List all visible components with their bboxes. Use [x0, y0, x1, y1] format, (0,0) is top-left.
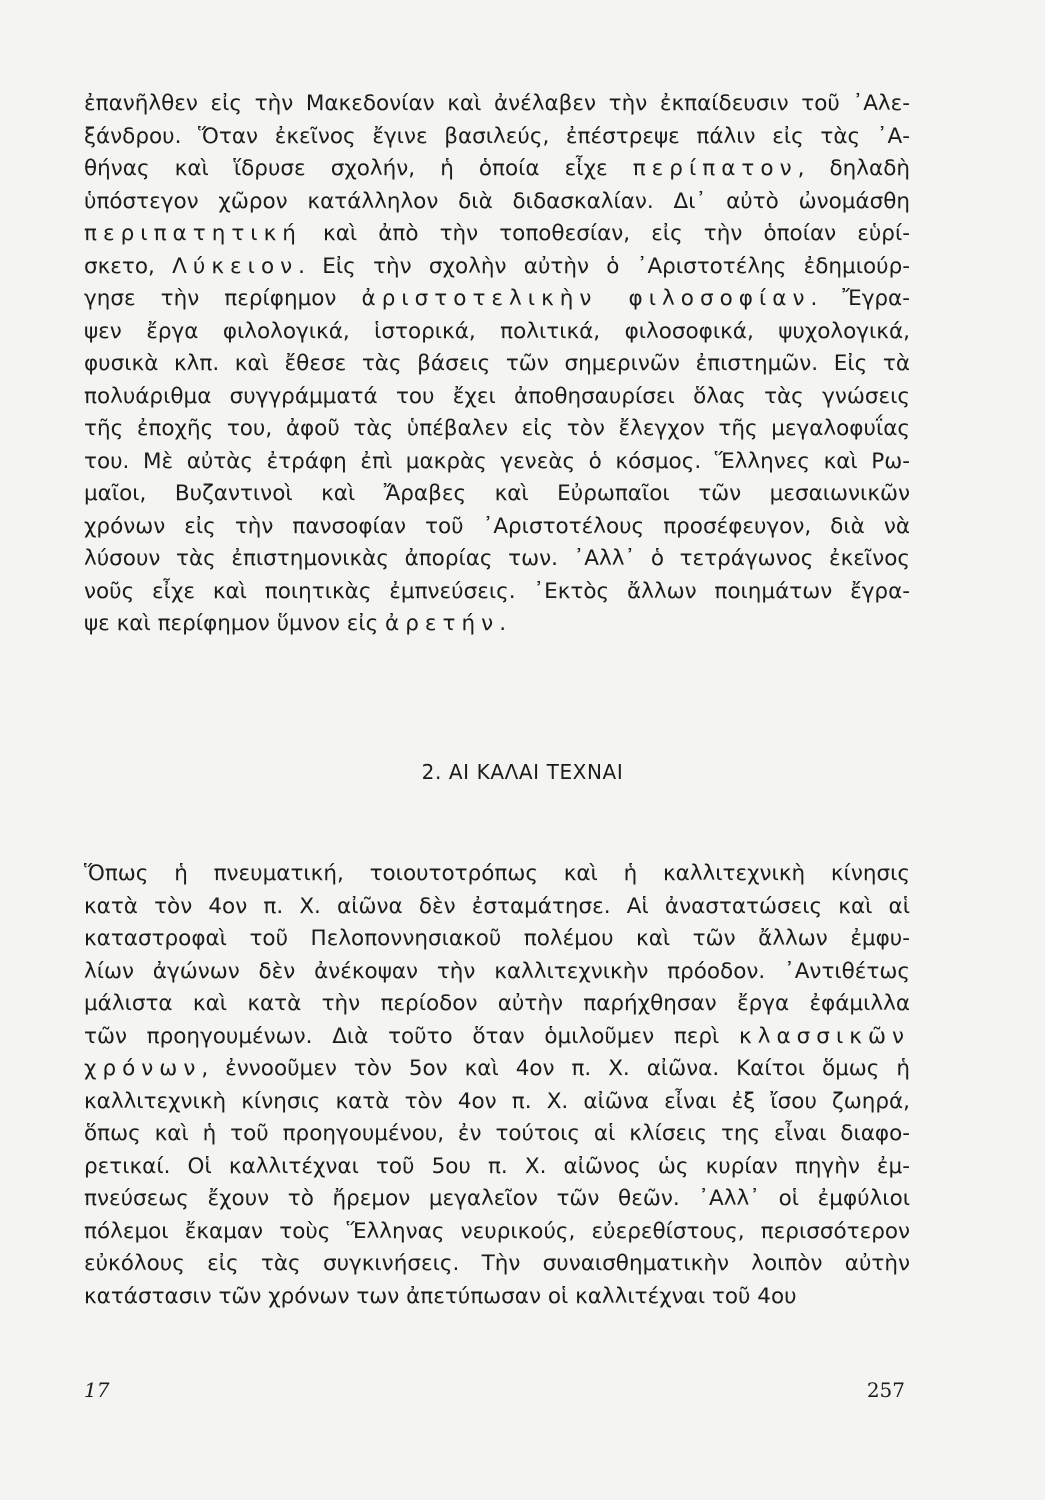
text-line [84, 891, 910, 924]
text-line [84, 88, 910, 121]
text-line [84, 923, 910, 956]
line-text: κατὰ τὸν 4ον π. Χ. αἰῶνα δὲν ἐσταμάτησε. Αἱ ἀναστατώσεις καὶ αἱ [84, 893, 910, 919]
text-line [84, 381, 910, 414]
paragraph-aristotle [84, 88, 910, 641]
line-text: ἐπανῆλθεν εἰς τὴν Μακεδονίαν καὶ ἀνέλαβεν τὴν ἐκπαίδευσιν τοῦ ᾿Αλε- [84, 91, 910, 116]
text-line [84, 608, 910, 641]
text-line [84, 121, 910, 154]
line-text: φυσικὰ κλπ. καὶ ἔθεσε τὰς βάσεις τῶν σημερινῶν ἐπιστημῶν. Εἰς τὰ [84, 351, 910, 376]
text-line [84, 1216, 910, 1249]
section-heading: 2. ΑΙ ΚΑΛΑΙ ΤΕΧΝΑΙ [421, 760, 624, 784]
line-text: του. Μὲ αὐτὰς ἐτράφη ἐπὶ μακρὰς γενεὰς ὁ κόσμος. Ἕλληνες καὶ Ρω- [84, 448, 910, 474]
text-line [84, 1118, 910, 1151]
spaced-emphasis: Λύκειον [172, 253, 299, 279]
spaced-emphasis: ἀριστοτελικὴν φιλοσοφίαν [361, 286, 811, 311]
text-line [84, 1053, 910, 1086]
line-text: λίων ἀγώνων δὲν ἀνέκοψαν τὴν καλλιτεχνικὴν πρόοδον. ᾿Αντιθέτως [84, 958, 910, 984]
line-text: ὑπόστεγον χῶρον κατάλληλον διὰ διδασκαλίαν. Δι᾿ αὐτὸ ὠνομάσθη [84, 188, 910, 214]
spaced-emphasis: κλασσικῶν [739, 1023, 910, 1049]
line-text: μαῖοι, Βυζαντινοὶ καὶ Ἄραβες καὶ Εὐρωπαῖοι τῶν μεσαιωνικῶν [84, 481, 910, 506]
text-line [84, 283, 910, 316]
line-text: κατάστασιν τῶν χρόνων των ἀπετύπωσαν οἱ καλλιτέχναι τοῦ 4ου [84, 1283, 797, 1309]
text-line [84, 576, 910, 609]
paragraph-fine-arts [84, 858, 910, 1313]
spaced-emphasis: περίπατον [632, 156, 798, 181]
text-line [84, 1281, 910, 1314]
line-text: . Ἔγρα- [810, 286, 910, 311]
line-text: ψε καὶ περίφημον ὕμνον εἰς [84, 611, 386, 636]
line-text: ρετικαί. Οἱ καλλιτέχναι τοῦ 5ου π. Χ. αἰῶνος ὡς κυρίαν πηγὴν ἐμ- [84, 1153, 910, 1179]
text-line [84, 1086, 910, 1119]
text-line [84, 446, 910, 479]
line-text: Ὅπως ἡ πνευματική, τοιουτοτρόπως καὶ ἡ καλλιτεχνικὴ κίνησις [84, 861, 910, 886]
line-text: πολυάριθμα συγγράμματά του ἔχει ἀποθησαυρίσει ὅλας τὰς γνώσεις [84, 383, 910, 409]
text-line [84, 1021, 910, 1054]
line-text: μάλιστα καὶ κατὰ τὴν περίοδον αὐτὴν παρήχθησαν ἔργα ἐφάμιλλα [84, 991, 910, 1016]
line-text: καὶ ἀπὸ τὴν τοποθεσίαν, εἰς τὴν ὁποίαν εὑρί- [301, 221, 910, 246]
text-line [84, 1183, 910, 1216]
line-text: σκετο, [84, 253, 173, 279]
line-text: λύσουν τὰς ἐπιστημονικὰς ἀπορίας των. ᾿Αλλ᾿ ὁ τετράγωνος ἐκεῖνος [84, 546, 910, 571]
line-text: τῆς ἐποχῆς του, ἀφοῦ τὰς ὑπέβαλεν εἰς τὸν ἔλεγχον τῆς μεγαλοφυΐας [84, 416, 910, 441]
text-line [84, 988, 910, 1021]
text-line [84, 543, 910, 576]
spaced-emphasis: ἀρετήν [385, 611, 500, 636]
spaced-emphasis: χρόνων [84, 1056, 202, 1081]
line-text: ὅπως καὶ ἡ τοῦ προηγουμένου, ἐν τούτοις αἱ κλίσεις της εἶναι διαφο- [84, 1121, 910, 1146]
line-text: θήνας καὶ ἵδρυσε σχολήν, ἡ ὁποία εἶχε [84, 156, 633, 181]
signature-mark: 17 [84, 1378, 110, 1402]
line-text: καταστροφαὶ τοῦ Πελοποννησιακοῦ πολέμου καὶ τῶν ἄλλων ἐμφυ- [84, 926, 910, 951]
text-line [84, 413, 910, 446]
line-text: , δηλαδὴ [797, 156, 910, 181]
text-line [84, 251, 910, 284]
text-line [84, 218, 910, 251]
text-line [84, 1151, 910, 1184]
line-text: νοῦς εἶχε καὶ ποιητικὰς ἐμπνεύσεις. ᾿Εκτὸς ἄλλων ποιημάτων ἔγρα- [84, 578, 910, 604]
line-text: καλλιτεχνικὴ κίνησις κατὰ τὸν 4ον π. Χ. αἰῶνα εἶναι ἐξ ἴσου ζωηρά, [84, 1088, 910, 1114]
text-line [84, 858, 910, 891]
page-number: 257 [866, 1378, 905, 1402]
text-line [84, 511, 910, 544]
line-text: τῶν προηγουμένων. Διὰ τοῦτο ὅταν ὁμιλοῦμεν περὶ [84, 1023, 740, 1049]
text-line [84, 478, 910, 511]
text-line [84, 153, 910, 186]
line-text: γησε τὴν περίφημον [84, 286, 362, 311]
text-line [84, 348, 910, 381]
line-text: , ἐννοοῦμεν τὸν 5ον καὶ 4ον π. Χ. αἰῶνα. Καίτοι ὅμως ἡ [201, 1056, 910, 1081]
line-text: εὐκόλους εἰς τὰς συγκινήσεις. Τὴν συναισθηματικὴν λοιπὸν αὐτὴν [84, 1251, 910, 1276]
line-text: . [499, 611, 507, 636]
line-text: πόλεμοι ἔκαμαν τοὺς Ἕλληνας νευρικούς, εὐερεθίστους, περισσότερον [84, 1218, 910, 1244]
line-text: χρόνων εἰς τὴν πανσοφίαν τοῦ ᾿Αριστοτέλους προσέφευγον, διὰ νὰ [84, 513, 910, 539]
line-text: . Εἰς τὴν σχολὴν αὐτὴν ὁ ᾿Αριστοτέλης ἐδημιούρ- [298, 253, 910, 279]
line-text: ξάνδρου. Ὅταν ἐκεῖνος ἔγινε βασιλεύς, ἐπέστρεψε πάλιν εἰς τὰς ᾿Α- [84, 123, 910, 149]
line-text: πνεύσεως ἔχουν τὸ ἤρεμον μεγαλεῖον τῶν θεῶν. ᾿Αλλ᾿ οἱ ἐμφύλιοι [84, 1186, 910, 1211]
text-line [84, 1248, 910, 1281]
text-line [84, 316, 910, 349]
spaced-emphasis: περιπατητική [84, 221, 302, 246]
line-text: ψεν ἔργα φιλολογικά, ἱστορικά, πολιτικά, φιλοσοφικά, ψυχολογικά, [84, 318, 910, 344]
text-line [84, 186, 910, 219]
text-line [84, 956, 910, 989]
